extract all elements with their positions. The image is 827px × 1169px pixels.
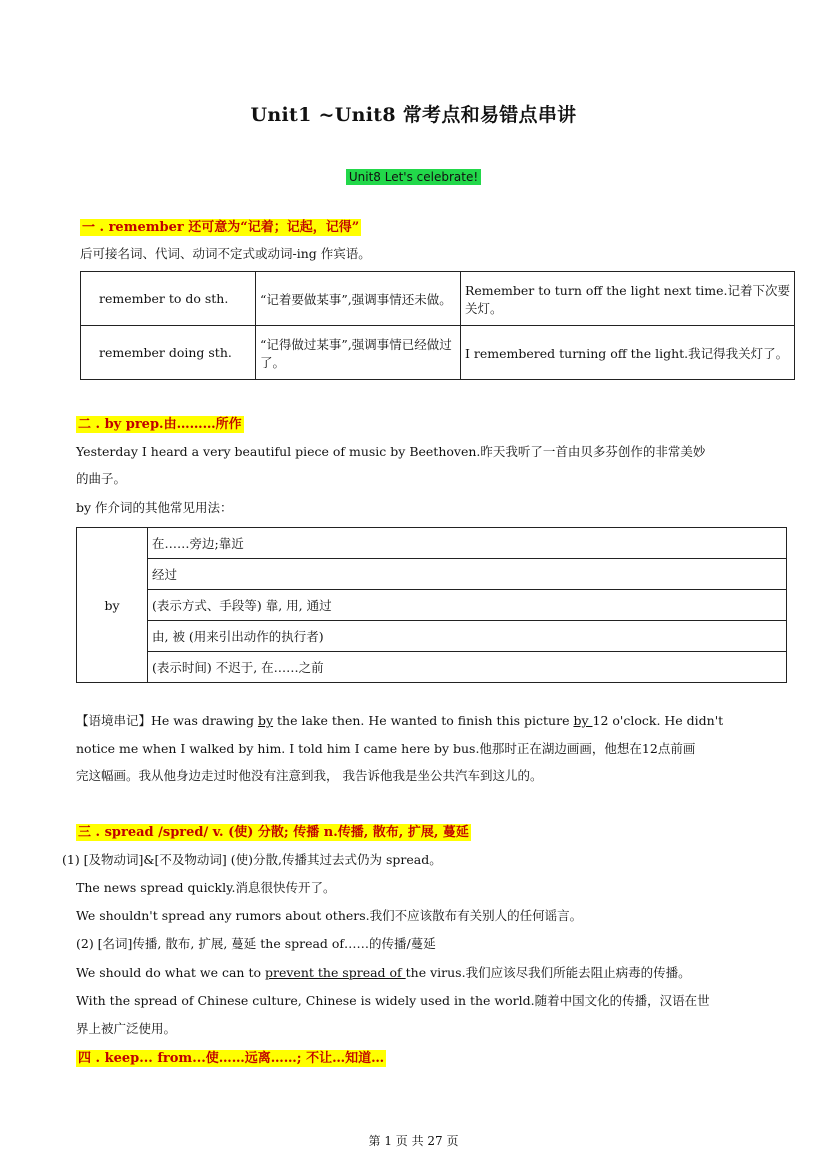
usage-cell: (表示方式、手段等) 靠, 用, 通过 (148, 590, 787, 621)
context-text: He was drawing (151, 713, 258, 728)
section-3-heading-wrap (76, 821, 471, 840)
context-line-2: notice me when I walked by him. I told him I came here by bus.他那时正在湖边画画，他想在12点前画 (76, 741, 696, 756)
by-usage-table (76, 527, 787, 683)
table-row (77, 652, 787, 683)
underlined-by: by (257, 713, 274, 728)
section-2-heading-wrap (76, 413, 244, 432)
context-text: the lake then. He wanted to finish this picture (273, 713, 574, 728)
table-row (81, 272, 795, 326)
context-text: 12 o'clock. He didn't (592, 713, 724, 728)
table-cell-example: I remembered turning off the light.我记得我关灯了。 (461, 326, 795, 380)
underlined-phrase: prevent the spread of (264, 965, 406, 980)
table-row (77, 590, 787, 621)
section-3-line-4: (2) [名词]传播, 散布, 扩展, 蔓延 the spread of……的传播/蔓延 (76, 936, 436, 951)
usage-cell: 由, 被 (用来引出动作的执行者) (148, 621, 787, 652)
table-row (77, 621, 787, 652)
underlined-by: by (573, 713, 593, 728)
unit-subtitle-wrap (0, 166, 827, 185)
section-3-line-1: (1) [及物动词]&[不及物动词] (使)分散,传播其过去式仍为 spread。 (62, 852, 442, 867)
section-3-line-5 (76, 959, 691, 987)
page-footer: 第 1 页 共 27 页 (368, 1134, 459, 1148)
table-cell-phrase: remember to do sth. (81, 272, 256, 326)
section-1-description: 后可接名词、代词、动词不定式或动词-ing 作宾语。 (80, 246, 371, 261)
table-row (81, 326, 795, 380)
section-3-text: We should do what we can to (76, 965, 265, 980)
section-2-heading: 二 . by prep.由………所作 (78, 417, 242, 432)
section-1-heading: 一 . remember 还可意为“记着；记起，记得” (82, 220, 360, 235)
section-3-text: the virus.我们应该尽我们所能去阻止病毒的传播。 (405, 965, 691, 980)
section-3-line-6: With the spread of Chinese culture, Chinese is widely used in the world.随着中国文化的传播，汉语在世 (76, 993, 710, 1008)
section-2-example-line-2: 的曲子。 (76, 471, 127, 486)
usage-cell: (表示时间) 不迟于, 在……之前 (148, 652, 787, 683)
usage-cell: 在……旁边;靠近 (148, 528, 787, 559)
section-1-heading-wrap (80, 216, 361, 235)
section-4-heading-wrap (76, 1047, 386, 1066)
section-2-other-usage: by 作介词的其他常见用法： (76, 500, 233, 515)
page-title: Unit1 ~Unit8 常考点和易错点串讲 (250, 104, 577, 126)
context-line-1 (76, 707, 723, 735)
context-prefix: 【语境串记】 (76, 713, 152, 728)
table-row (77, 528, 787, 559)
table-cell-example: Remember to turn off the light next time.记着下次要关灯。 (461, 272, 795, 326)
usage-cell: 经过 (148, 559, 787, 590)
section-3-line-3: We shouldn't spread any rumors about others.我们不应该散布有关别人的任何谣言。 (76, 908, 583, 923)
section-4-heading: 四 . keep... from...使……远离……; 不让…知道… (78, 1051, 385, 1066)
table-row (77, 559, 787, 590)
context-line-3: 完这幅画。我从他身边走过时他没有注意到我， 我告诉他我是坐公共汽车到这儿的。 (76, 768, 543, 783)
section-3-line-2: The news spread quickly.消息很快传开了。 (76, 880, 336, 895)
unit-subtitle: Unit8 Let's celebrate! (346, 169, 481, 185)
table-cell-meaning: “记得做过某事”,强调事情已经做过了。 (256, 326, 461, 380)
section-2-example-line-1: Yesterday I heard a very beautiful piece of music by Beethoven.昨天我听了一首由贝多芬创作的非常美妙 (76, 444, 706, 459)
by-label-cell: by (77, 528, 148, 683)
remember-table (80, 271, 795, 380)
section-3-heading: 三 . spread /spred/ v. (使) 分散; 传播 n.传播, 散布, 扩展, 蔓延 (78, 825, 469, 840)
table-cell-phrase: remember doing sth. (81, 326, 256, 380)
table-cell-meaning: “记着要做某事”,强调事情还未做。 (256, 272, 461, 326)
section-3-line-7: 界上被广泛使用。 (76, 1021, 177, 1036)
